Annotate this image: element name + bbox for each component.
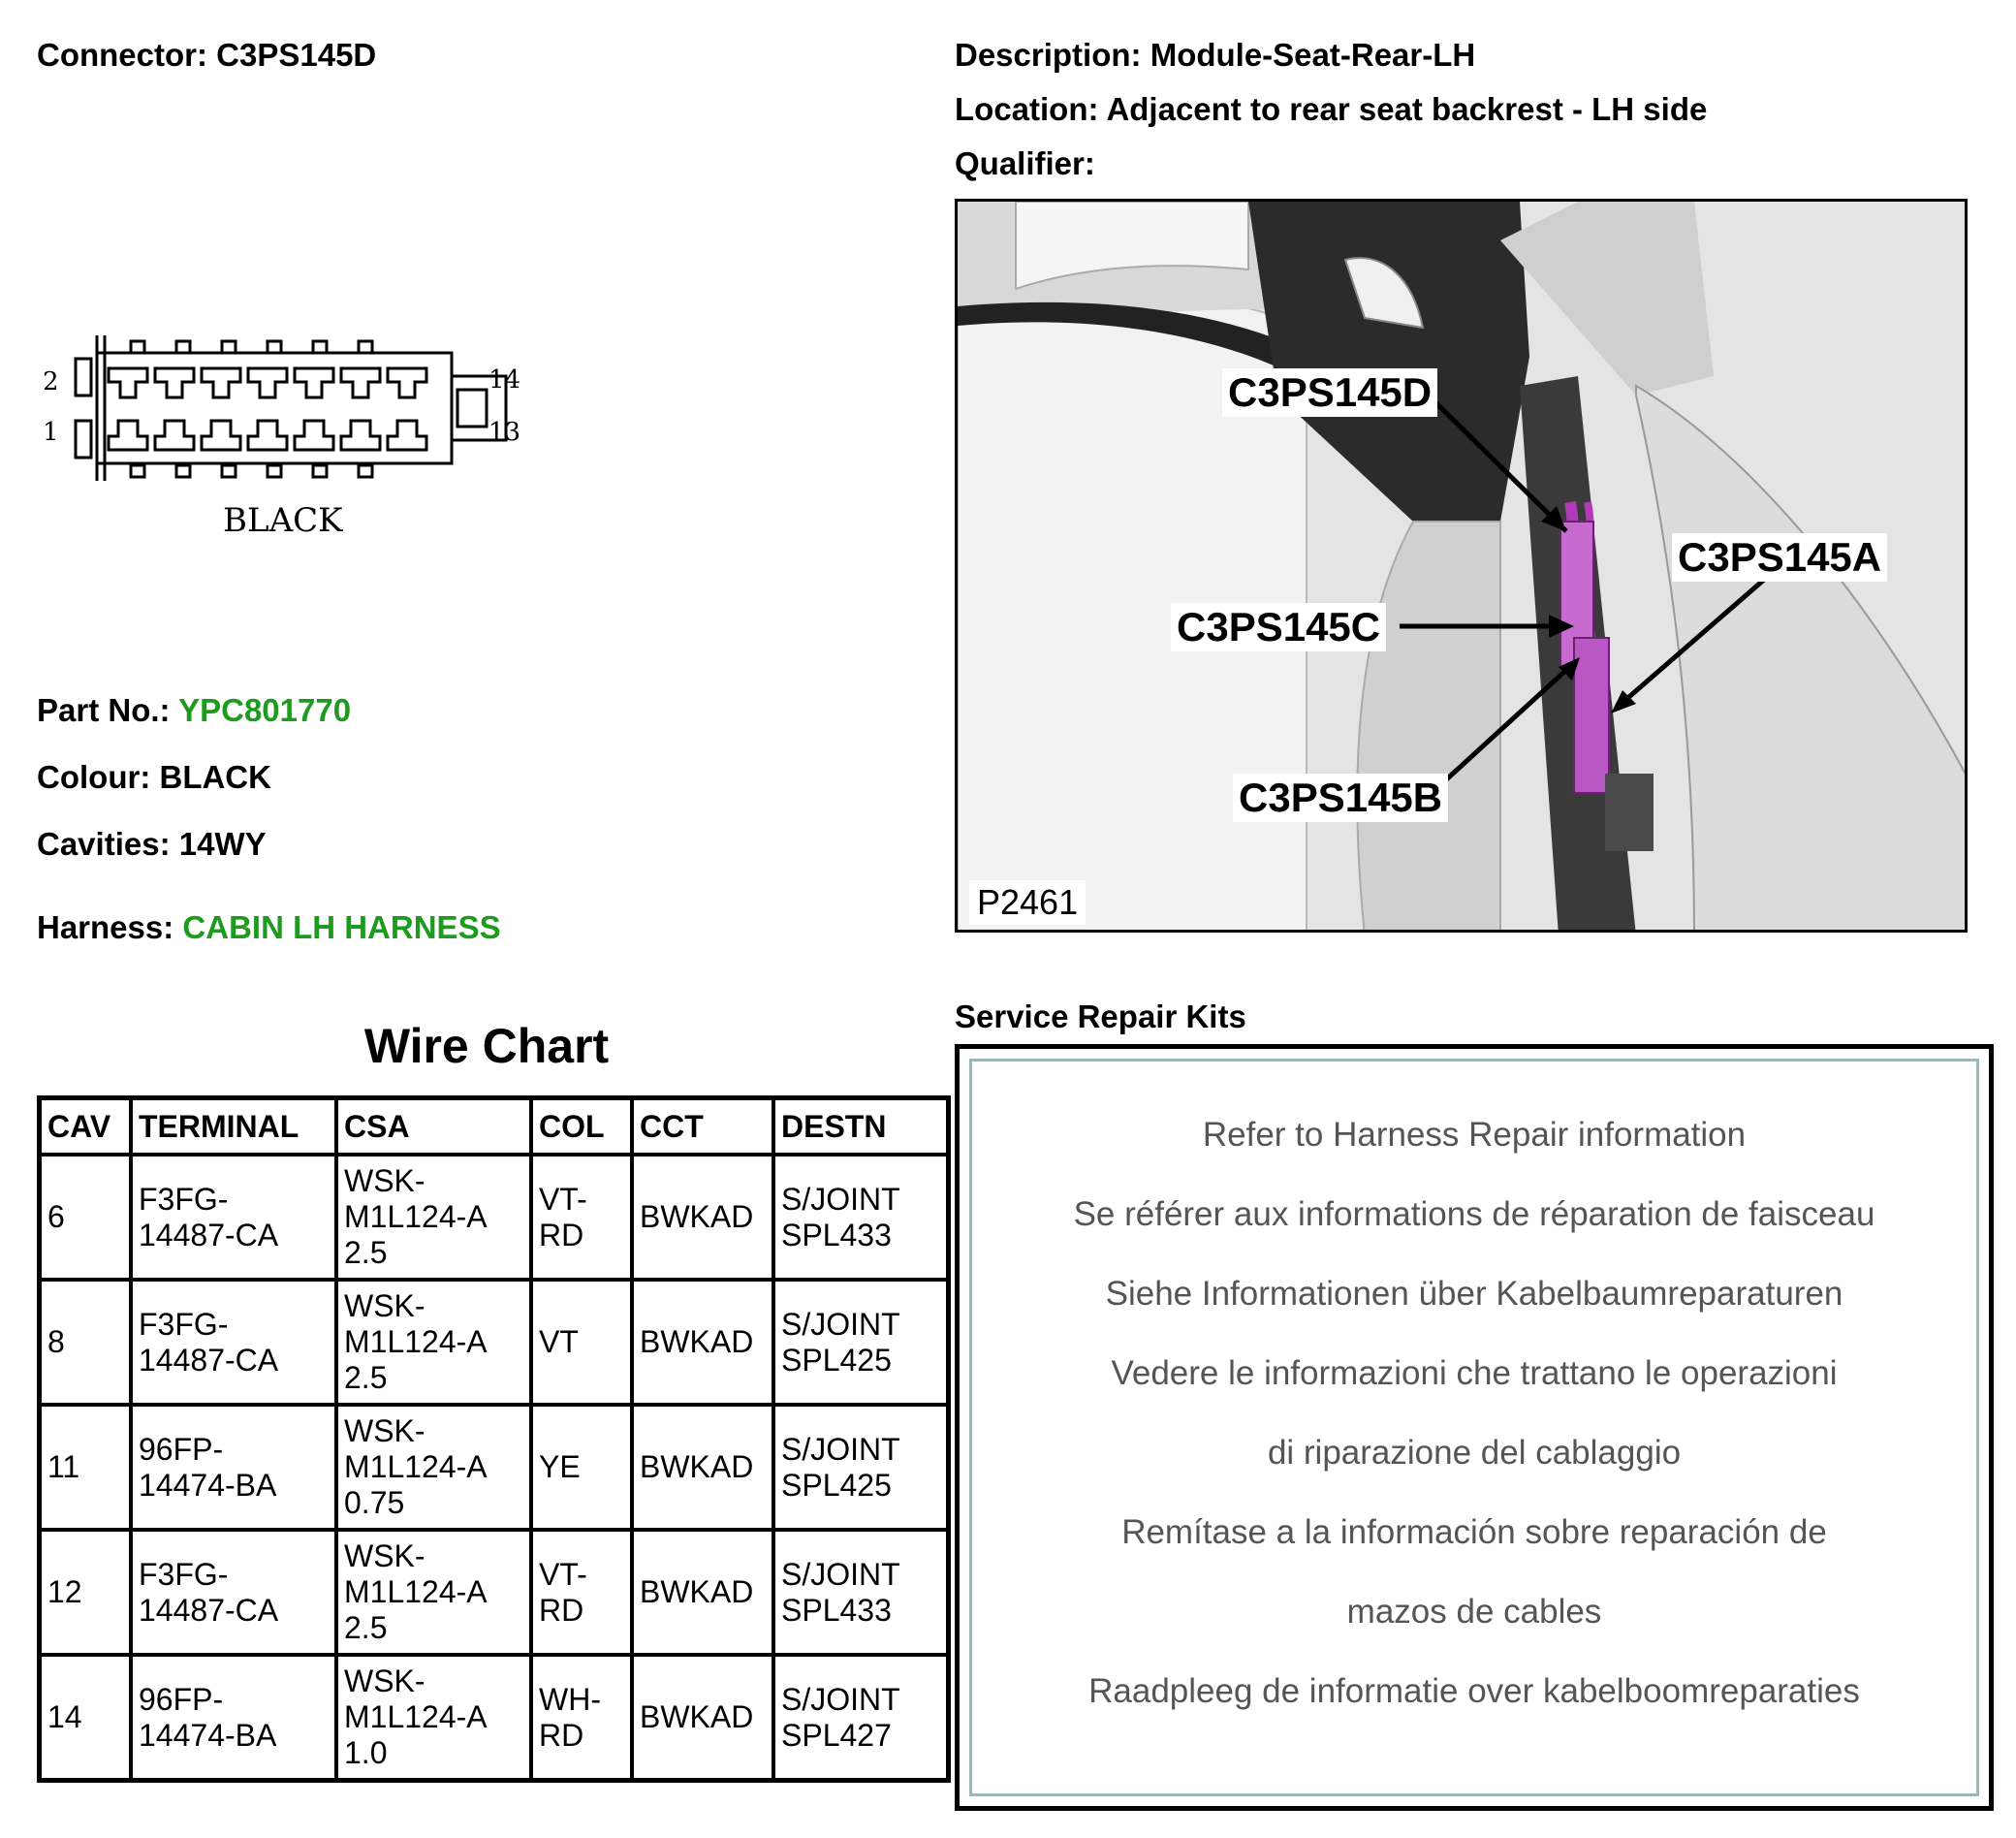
cavity-top [202, 368, 240, 397]
cell-cct: BWKAD [632, 1155, 773, 1280]
cell-line: WSK- [344, 1538, 425, 1573]
cavity-bottom [202, 421, 240, 450]
cell-cct: BWKAD [632, 1280, 773, 1405]
harness-field [37, 909, 501, 946]
repair-kit-line: Raadpleeg de informatie over kabelboomreparaties [1088, 1672, 1860, 1710]
table-row [40, 1405, 949, 1530]
cell-csa [336, 1405, 531, 1530]
header-cav: CAV [40, 1098, 132, 1156]
cavity-top [155, 368, 194, 397]
cell-csa [336, 1655, 531, 1781]
cell-cct: BWKAD [632, 1655, 773, 1781]
qualifier-field [955, 145, 1095, 182]
cell-line: 2.5 [344, 1610, 388, 1645]
cell-line: SPL425 [781, 1467, 892, 1503]
cell-line: WSK- [344, 1413, 425, 1448]
cell-line: F3FG- [139, 1181, 229, 1217]
cell-line: F3FG- [139, 1306, 229, 1342]
cell-terminal [131, 1405, 336, 1530]
cell-destn [773, 1155, 949, 1280]
colour-value: BLACK [159, 759, 271, 795]
colour-label: Colour: [37, 759, 151, 795]
cell-line: RD [539, 1217, 584, 1252]
part-no-link[interactable]: YPC801770 [178, 692, 352, 728]
callout-c3ps145a: C3PS145A [1672, 533, 1887, 582]
cell-col [531, 1280, 632, 1405]
repair-kit-line: mazos de cables [1346, 1593, 1602, 1631]
cell-line: WH- [539, 1681, 601, 1717]
cell-csa [336, 1280, 531, 1405]
cell-line: VT [539, 1324, 579, 1359]
service-repair-kits-title: Service Repair Kits [955, 998, 1246, 1034]
cavity-top [248, 368, 287, 397]
cell-cct: BWKAD [632, 1530, 773, 1655]
service-repair-kits-inner [969, 1059, 1979, 1796]
cavity-bottom [388, 421, 426, 450]
cell-line: WSK- [344, 1163, 425, 1198]
location-photo [955, 199, 1968, 933]
cell-line: M1L124-A [344, 1574, 488, 1609]
cavities-label: Cavities: [37, 826, 171, 862]
cell-line: RD [539, 1717, 584, 1753]
cell-terminal [131, 1530, 336, 1655]
cell-cav: 8 [40, 1280, 132, 1405]
cavity-top [341, 368, 380, 397]
header-cct: CCT [632, 1098, 773, 1156]
repair-kit-line: Vedere le informazioni che trattano le operazioni [1111, 1354, 1838, 1392]
cell-line: WSK- [344, 1288, 425, 1323]
location-label: Location: [955, 91, 1099, 127]
header-terminal: TERMINAL [131, 1098, 336, 1156]
callout-c3ps145b: C3PS145B [1233, 774, 1448, 822]
connector-value: C3PS145D [216, 37, 377, 73]
diagram-colour-label: BLACK [223, 501, 343, 540]
cell-line: S/JOINT [781, 1306, 900, 1342]
photo-id: P2461 [969, 880, 1086, 925]
description-value: Module-Seat-Rear-LH [1150, 37, 1476, 73]
callout-c3ps145c: C3PS145C [1171, 603, 1386, 651]
table-row [40, 1530, 949, 1655]
cell-line: 2.5 [344, 1235, 388, 1270]
cell-destn [773, 1530, 949, 1655]
repair-kit-line: Refer to Harness Repair information [1202, 1116, 1747, 1154]
qualifier-label: Qualifier: [955, 145, 1095, 181]
cell-line: VT- [539, 1181, 587, 1217]
pin-label-1: 1 [43, 418, 59, 447]
cell-line: F3FG- [139, 1556, 229, 1592]
wire-chart-table [37, 1095, 951, 1783]
cell-line: SPL433 [781, 1217, 892, 1252]
repair-kit-line: Siehe Informationen über Kabelbaumreparaturen [1105, 1275, 1843, 1313]
cell-terminal [131, 1655, 336, 1781]
location-field [955, 91, 1707, 128]
cell-line: 96FP- [139, 1681, 224, 1717]
cell-cct: BWKAD [632, 1405, 773, 1530]
connector-label: Connector: [37, 37, 207, 73]
connector-field [37, 37, 376, 74]
repair-kit-line: di riparazione del cablaggio [1267, 1434, 1682, 1472]
harness-label: Harness: [37, 909, 174, 945]
pin-label-14: 14 [488, 365, 521, 395]
cell-line: 14474-BA [139, 1467, 277, 1503]
cell-line: S/JOINT [781, 1556, 900, 1592]
cell-col [531, 1405, 632, 1530]
cell-terminal [131, 1280, 336, 1405]
cell-cav: 12 [40, 1530, 132, 1655]
cell-line: 14487-CA [139, 1217, 279, 1252]
cell-line: M1L124-A [344, 1449, 488, 1484]
cavity-bottom [109, 421, 147, 450]
repair-kit-line: Remítase a la información sobre reparación de [1121, 1513, 1827, 1551]
cell-line: M1L124-A [344, 1699, 488, 1734]
header-col: COL [531, 1098, 632, 1156]
cavity-bottom [341, 421, 380, 450]
wire-chart-title: Wire Chart [363, 1019, 610, 1073]
cell-line: S/JOINT [781, 1431, 900, 1467]
service-repair-kits-box [955, 1044, 1994, 1811]
cell-line: VT- [539, 1556, 587, 1592]
cell-col [531, 1530, 632, 1655]
part-no-field [37, 692, 351, 729]
cell-terminal [131, 1155, 336, 1280]
repair-kit-line: Se référer aux informations de réparation de faisceau [1073, 1195, 1875, 1233]
cell-destn [773, 1405, 949, 1530]
cell-line: 14474-BA [139, 1717, 277, 1753]
cell-cav: 14 [40, 1655, 132, 1781]
callout-c3ps145d: C3PS145D [1222, 368, 1437, 417]
cavity-bottom [155, 421, 194, 450]
table-row [40, 1280, 949, 1405]
cavities-value: 14WY [178, 826, 267, 862]
cell-line: 96FP- [139, 1431, 224, 1467]
cell-line: SPL425 [781, 1342, 892, 1378]
cell-line: SPL433 [781, 1592, 892, 1628]
connector-face-diagram [29, 320, 533, 553]
cell-line: WSK- [344, 1664, 425, 1698]
cell-line: M1L124-A [344, 1199, 488, 1234]
table-row [40, 1155, 949, 1280]
cavity-top [109, 368, 147, 397]
cell-col [531, 1655, 632, 1781]
colour-field [37, 759, 271, 796]
cavity-top [388, 368, 426, 397]
cell-line: 2.5 [344, 1360, 388, 1395]
wire-chart-header-row [40, 1098, 949, 1156]
harness-link[interactable]: CABIN LH HARNESS [182, 909, 501, 945]
cell-col [531, 1155, 632, 1280]
pin-label-13: 13 [488, 418, 521, 447]
cavities-field [37, 826, 267, 863]
cavity-bottom [248, 421, 287, 450]
cell-line: 14487-CA [139, 1342, 279, 1378]
cavity-top [295, 368, 333, 397]
cell-destn [773, 1655, 949, 1781]
cell-cav: 11 [40, 1405, 132, 1530]
part-no-label: Part No.: [37, 692, 171, 728]
cavity-bottom [295, 421, 333, 450]
header-destn: DESTN [773, 1098, 949, 1156]
cell-line: S/JOINT [781, 1181, 900, 1217]
cell-destn [773, 1280, 949, 1405]
description-label: Description: [955, 37, 1142, 73]
cell-csa [336, 1155, 531, 1280]
cell-line: RD [539, 1592, 584, 1628]
header-csa: CSA [336, 1098, 531, 1156]
cell-line: 14487-CA [139, 1592, 279, 1628]
cell-line: YE [539, 1449, 581, 1484]
cell-line: M1L124-A [344, 1324, 488, 1359]
cell-cav: 6 [40, 1155, 132, 1280]
location-value: Adjacent to rear seat backrest - LH side [1106, 91, 1708, 127]
cell-line: 0.75 [344, 1485, 405, 1520]
description-field [955, 37, 1475, 74]
cell-csa [336, 1530, 531, 1655]
pin-label-2: 2 [43, 367, 59, 396]
cell-line: SPL427 [781, 1717, 892, 1753]
cell-line: S/JOINT [781, 1681, 900, 1717]
cell-line: 1.0 [344, 1735, 388, 1770]
table-row [40, 1655, 949, 1781]
